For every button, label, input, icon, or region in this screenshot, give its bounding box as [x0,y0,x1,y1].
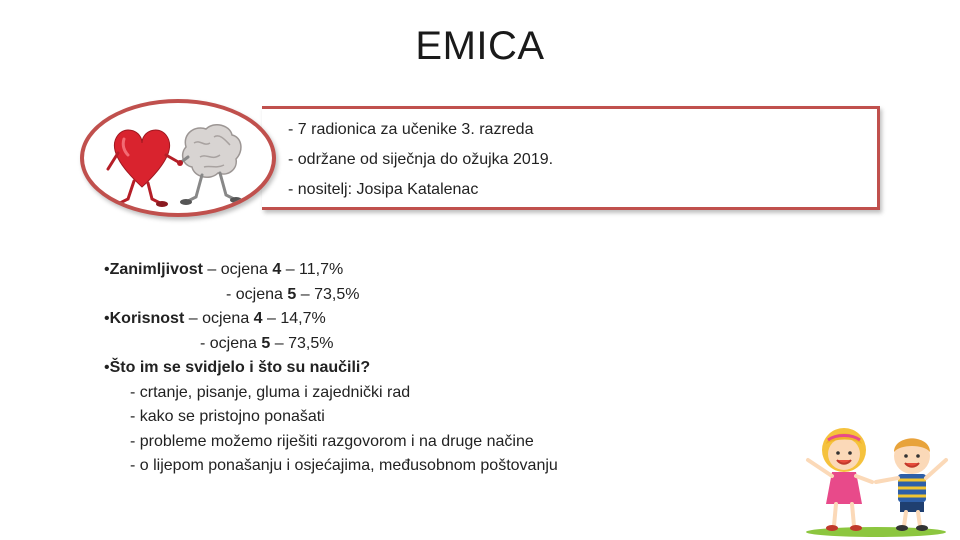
zanimljivost-row-2: - ocjena 5 – 73,5% [226,285,360,303]
happy-kids-illustration [796,416,956,538]
slide-title: EMICA [415,24,545,68]
question-row: •Što im se svidjelo i što su naučili? [104,359,371,376]
answer-item: - crtanje, pisanje, gluma i zajednički rad [130,383,411,401]
zanimljivost-row: •Zanimljivost – ocjena 4 – 11,7% [104,261,344,278]
answer-item: - probleme možemo riješiti razgovorom i na druge načine [130,432,534,450]
info-list [288,116,553,206]
heart-brain-oval [80,99,276,217]
heart-brain-illustration [84,103,276,217]
korisnost-row-2: - ocjena 5 – 73,5% [200,334,334,352]
korisnost-label: Korisnost [109,310,185,327]
question-label: Što im se svidjelo i što su naučili? [109,359,371,376]
info-line: - nositelj: Josipa Katalenac [288,181,479,198]
brain-icon [183,125,241,178]
answer-item: - o lijepom ponašanju i osjećajima, međusobnom poštovanju [130,457,558,474]
info-line: - 7 radionica za učenike 3. razreda [288,121,534,138]
zanimljivost-label: Zanimljivost [109,261,203,278]
evaluation-text [104,258,558,479]
info-line: - održane od siječnja do ožujka 2019. [288,151,554,168]
answer-item: - kako se pristojno ponašati [130,408,325,425]
korisnost-row: •Korisnost – ocjena 4 – 14,7% [104,310,326,327]
